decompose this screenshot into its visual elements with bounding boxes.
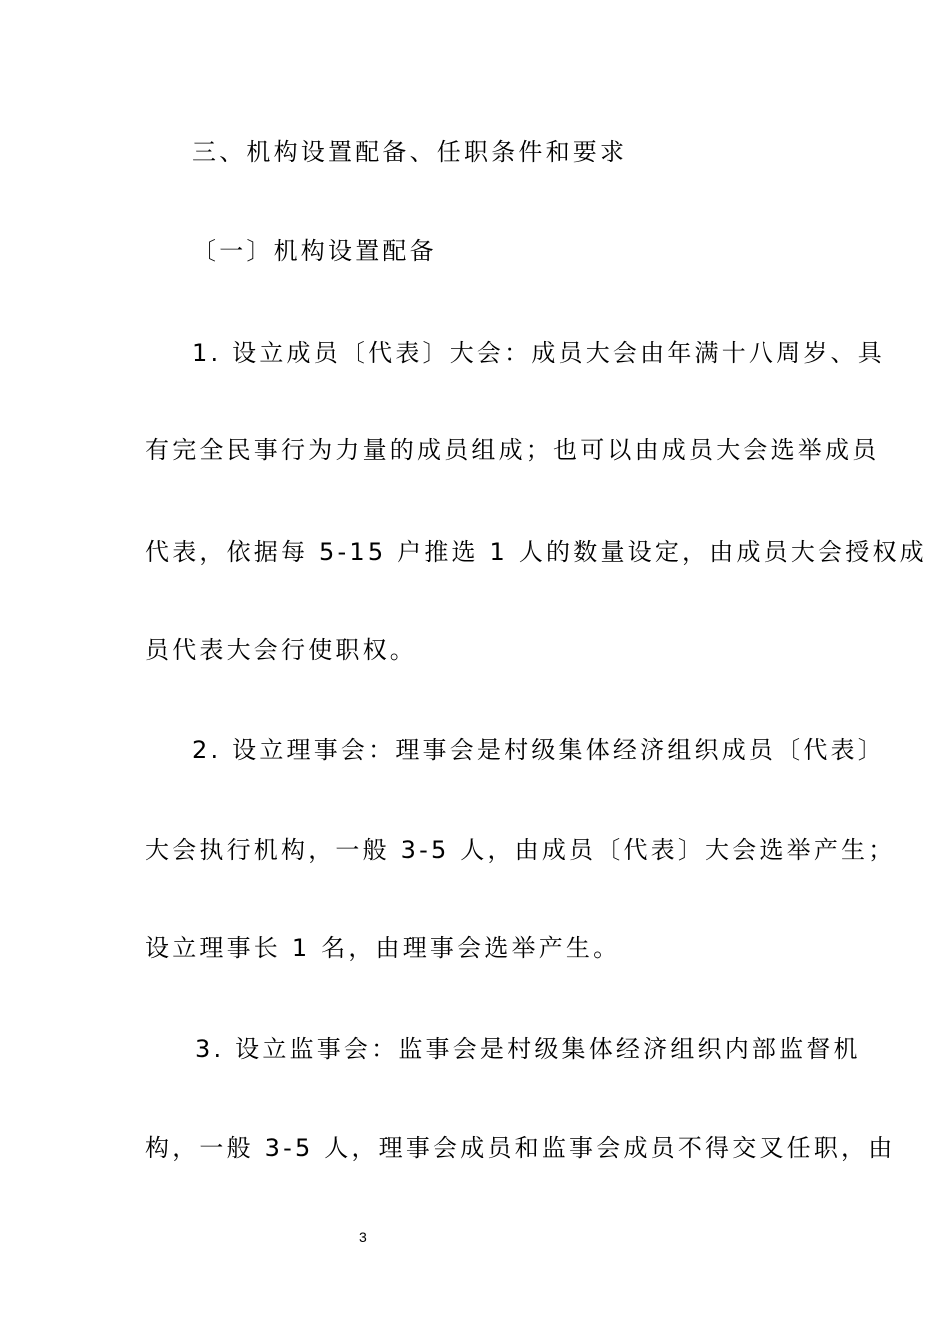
paragraph-line: 构，一般 3-5 人，理事会成员和监事会成员不得交叉任职，由 [145,1134,896,1162]
page-number: 3 [359,1229,367,1245]
paragraph-line: 1. 设立成员〔代表〕大会：成员大会由年满十八周岁、具 [192,339,885,367]
paragraph-line: 员代表大会行使职权。 [145,636,417,664]
section-heading: 三、机构设置配备、任职条件和要求 [192,138,628,166]
paragraph-line: 2. 设立理事会：理事会是村级集体经济组织成员〔代表〕 [192,736,885,764]
subsection-heading: 〔一〕机构设置配备 [192,237,437,265]
paragraph-line: 3. 设立监事会：监事会是村级集体经济组织内部监督机 [195,1035,861,1063]
paragraph-line: 设立理事长 1 名，由理事会选举产生。 [145,934,621,962]
paragraph-line: 有完全民事行为力量的成员组成；也可以由成员大会选举成员 [145,436,880,464]
paragraph-line: 大会执行机构，一般 3-5 人，由成员〔代表〕大会选举产生； [145,836,896,864]
paragraph-line: 代表，依据每 5-15 户推选 1 人的数量设定，由成员大会授权成 [145,538,927,566]
